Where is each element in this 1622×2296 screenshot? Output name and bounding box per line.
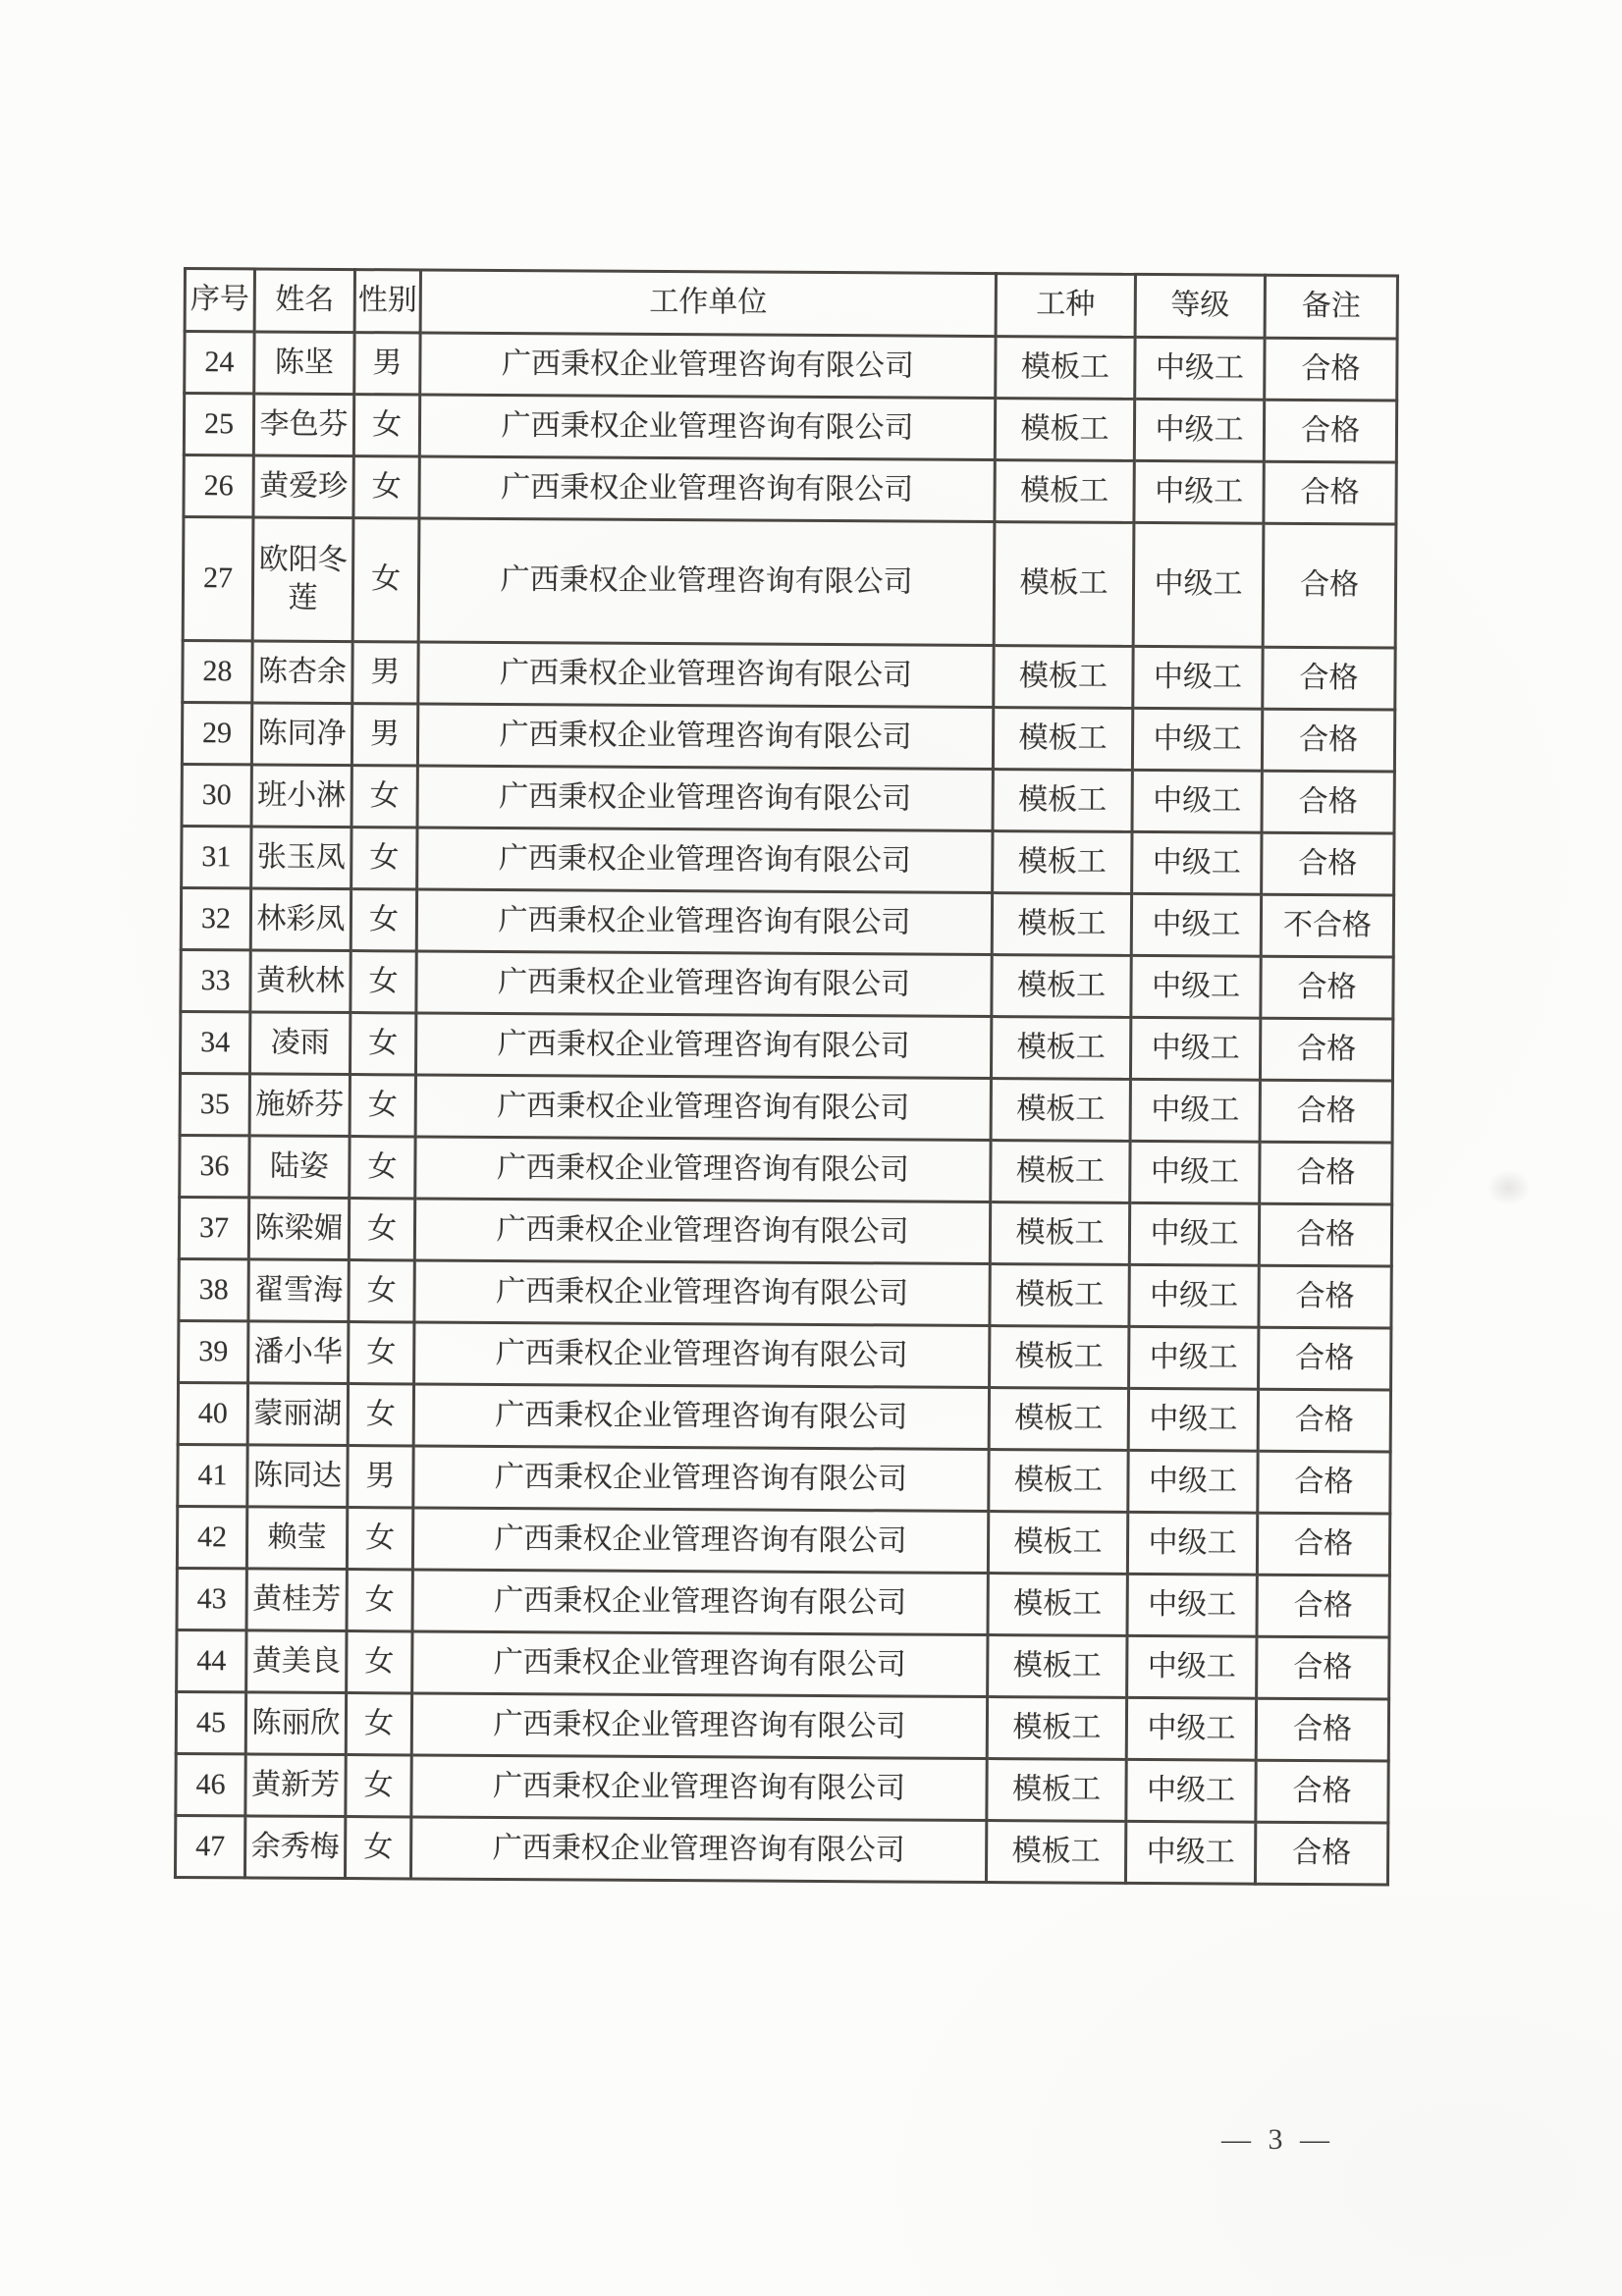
cell-index: 30: [182, 764, 251, 826]
page-number: — 3 —: [1221, 2123, 1334, 2156]
table-row: [177, 1568, 1389, 1637]
cell-level: 中级工: [1133, 646, 1263, 709]
cell-jobtype: 模板工: [988, 1512, 1127, 1575]
cell-level: 中级工: [1130, 1017, 1260, 1080]
cell-gender: 男: [351, 704, 417, 766]
cell-name: 凌雨: [249, 1012, 350, 1075]
cell-level: 中级工: [1127, 1574, 1257, 1636]
cell-company: 广西秉权企业管理咨询有限公司: [415, 1013, 991, 1079]
cell-gender: 女: [351, 951, 416, 1013]
cell-jobtype: 模板工: [986, 1821, 1125, 1884]
cell-gender: 女: [349, 1260, 414, 1322]
cell-name: 陈同净: [251, 703, 351, 766]
scan-artifact: [1487, 1170, 1531, 1205]
cell-remark: 合格: [1260, 1018, 1392, 1081]
table-row: [181, 949, 1393, 1019]
cell-index: 45: [176, 1691, 245, 1753]
cell-company: 广西秉权企业管理咨询有限公司: [419, 456, 995, 522]
cell-jobtype: 模板工: [990, 1202, 1129, 1265]
cell-name: 潘小华: [248, 1321, 349, 1384]
header-row: [185, 269, 1397, 340]
cell-remark: 不合格: [1261, 894, 1393, 957]
cell-level: 中级工: [1134, 399, 1264, 461]
cell-remark: 合格: [1260, 1142, 1392, 1204]
cell-index: 40: [178, 1382, 247, 1444]
cell-company: 广西秉权企业管理咨询有限公司: [411, 1755, 987, 1821]
cell-gender: 女: [351, 889, 416, 951]
cell-index: 24: [185, 332, 254, 394]
cell-name: 陈同达: [247, 1445, 348, 1508]
table-row: [182, 703, 1394, 773]
cell-company: 广西秉权企业管理咨询有限公司: [413, 1384, 989, 1450]
cell-remark: 合格: [1263, 523, 1396, 648]
cell-gender: 女: [347, 1631, 412, 1693]
cell-name: 黄美良: [246, 1630, 347, 1693]
cell-company: 广西秉权企业管理咨询有限公司: [417, 766, 993, 831]
cell-company: 广西秉权企业管理咨询有限公司: [412, 1570, 988, 1635]
cell-name: 黄秋林: [250, 950, 351, 1013]
cell-index: 32: [181, 887, 250, 949]
cell-company: 广西秉权企业管理咨询有限公司: [411, 1693, 987, 1759]
cell-gender: 男: [352, 642, 418, 704]
table-row: [180, 1135, 1392, 1204]
certification-results-table: [174, 267, 1399, 1887]
column-header-company: 工作单位: [420, 270, 996, 337]
cell-company: 广西秉权企业管理咨询有限公司: [417, 704, 993, 770]
cell-remark: 合格: [1259, 1265, 1391, 1328]
cell-company: 广西秉权企业管理咨询有限公司: [417, 828, 993, 893]
cell-name: 欧阳冬莲: [252, 517, 353, 642]
cell-remark: 合格: [1259, 1203, 1391, 1266]
cell-gender: 女: [350, 1075, 415, 1137]
cell-level: 中级工: [1132, 708, 1262, 771]
cell-gender: 女: [345, 1817, 410, 1879]
cell-name: 黄桂芳: [246, 1569, 347, 1631]
cell-gender: 女: [347, 1508, 412, 1570]
cell-remark: 合格: [1259, 1327, 1391, 1390]
cell-gender: 男: [354, 333, 420, 395]
cell-level: 中级工: [1133, 522, 1264, 647]
cell-company: 广西秉权企业管理咨询有限公司: [414, 1322, 990, 1388]
cell-level: 中级工: [1134, 460, 1264, 523]
cell-company: 广西秉权企业管理咨询有限公司: [416, 889, 992, 955]
cell-name: 蒙丽湖: [247, 1383, 348, 1446]
cell-remark: 合格: [1265, 338, 1397, 400]
cell-index: 25: [184, 394, 253, 455]
cell-jobtype: 模板工: [990, 1326, 1129, 1389]
cell-level: 中级工: [1127, 1512, 1257, 1575]
cell-level: 中级工: [1132, 770, 1262, 832]
cell-gender: 男: [348, 1446, 413, 1508]
cell-jobtype: 模板工: [993, 831, 1132, 894]
table-row: [177, 1629, 1389, 1699]
cell-jobtype: 模板工: [987, 1697, 1126, 1760]
cell-company: 广西秉权企业管理咨询有限公司: [410, 1817, 986, 1883]
cell-name: 施娇芬: [249, 1074, 350, 1137]
cell-gender: 女: [348, 1384, 413, 1446]
column-header-name: 姓名: [254, 269, 354, 333]
table-row: [184, 394, 1396, 463]
cell-index: 41: [178, 1444, 247, 1506]
table-row: [181, 887, 1393, 957]
cell-jobtype: 模板工: [995, 460, 1134, 523]
cell-name: 余秀梅: [244, 1816, 345, 1879]
table-row: [177, 1506, 1389, 1575]
cell-company: 广西秉权企业管理咨询有限公司: [414, 1260, 990, 1326]
cell-remark: 合格: [1262, 832, 1394, 895]
cell-remark: 合格: [1258, 1389, 1390, 1452]
cell-jobtype: 模板工: [996, 337, 1135, 400]
cell-level: 中级工: [1127, 1635, 1257, 1698]
cell-gender: 女: [346, 1755, 411, 1817]
cell-jobtype: 模板工: [989, 1388, 1128, 1451]
cell-remark: 合格: [1260, 1080, 1392, 1143]
cell-remark: 合格: [1264, 461, 1396, 524]
cell-remark: 合格: [1257, 1513, 1389, 1575]
column-header-jobtype: 工种: [996, 274, 1135, 338]
cell-level: 中级工: [1128, 1388, 1258, 1451]
cell-name: 翟雪海: [248, 1259, 349, 1322]
cell-name: 张玉凤: [251, 827, 351, 889]
cell-index: 29: [182, 703, 251, 765]
cell-name: 陈丽欣: [245, 1692, 346, 1755]
cell-jobtype: 模板工: [987, 1759, 1126, 1822]
cell-company: 广西秉权企业管理咨询有限公司: [412, 1508, 988, 1574]
table-row: [182, 826, 1394, 895]
cell-jobtype: 模板工: [992, 893, 1131, 956]
table-body: [175, 332, 1397, 1886]
cell-company: 广西秉权企业管理咨询有限公司: [420, 333, 996, 399]
table-row: [183, 641, 1395, 711]
cell-jobtype: 模板工: [991, 1141, 1130, 1203]
cell-company: 广西秉权企业管理咨询有限公司: [415, 1137, 991, 1202]
cell-index: 26: [184, 455, 253, 517]
cell-level: 中级工: [1126, 1697, 1256, 1760]
cell-index: 28: [183, 641, 252, 703]
table-row: [176, 1753, 1388, 1823]
cell-level: 中级工: [1130, 1079, 1260, 1142]
cell-level: 中级工: [1131, 893, 1261, 956]
cell-index: 39: [179, 1320, 248, 1382]
cell-jobtype: 模板工: [994, 522, 1134, 647]
cell-jobtype: 模板工: [991, 1079, 1130, 1142]
cell-name: 黄爱珍: [253, 455, 353, 518]
cell-remark: 合格: [1257, 1636, 1389, 1699]
cell-company: 广西秉权企业管理咨询有限公司: [413, 1446, 989, 1512]
cell-remark: 合格: [1261, 956, 1393, 1019]
cell-company: 广西秉权企业管理咨询有限公司: [419, 395, 995, 460]
cell-company: 广西秉权企业管理咨询有限公司: [418, 518, 995, 646]
cell-jobtype: 模板工: [988, 1635, 1127, 1698]
cell-gender: 女: [350, 1137, 415, 1199]
cell-index: 46: [176, 1753, 245, 1815]
cell-index: 35: [180, 1073, 249, 1135]
cell-jobtype: 模板工: [993, 708, 1132, 771]
cell-level: 中级工: [1131, 955, 1261, 1018]
cell-level: 中级工: [1129, 1264, 1259, 1327]
table-row: [179, 1258, 1391, 1328]
table-row: [179, 1197, 1391, 1266]
cell-jobtype: 模板工: [990, 1264, 1129, 1327]
cell-name: 陆姿: [249, 1136, 350, 1199]
cell-gender: 女: [353, 456, 419, 518]
cell-remark: 合格: [1258, 1451, 1390, 1514]
cell-company: 广西秉权企业管理咨询有限公司: [414, 1199, 990, 1264]
column-header-index: 序号: [185, 269, 254, 332]
column-header-gender: 性别: [354, 270, 420, 333]
cell-jobtype: 模板工: [992, 955, 1131, 1018]
cell-name: 班小淋: [251, 765, 351, 828]
table-row: [182, 764, 1394, 833]
cell-jobtype: 模板工: [988, 1574, 1127, 1636]
table-row: [184, 455, 1396, 525]
cell-gender: 女: [347, 1570, 412, 1631]
cell-name: 李色芬: [253, 394, 353, 456]
cell-index: 37: [179, 1197, 248, 1258]
cell-index: 47: [175, 1815, 244, 1877]
table-row: [185, 332, 1397, 401]
cell-name: 赖莹: [246, 1507, 347, 1570]
cell-level: 中级工: [1126, 1759, 1256, 1822]
cell-company: 广西秉权企业管理咨询有限公司: [415, 1075, 991, 1141]
table-row: [178, 1444, 1390, 1514]
cell-index: 31: [182, 826, 251, 887]
cell-name: 陈梁媚: [248, 1198, 349, 1260]
cell-gender: 女: [353, 395, 419, 456]
cell-remark: 合格: [1263, 647, 1395, 710]
cell-remark: 合格: [1255, 1822, 1387, 1885]
cell-company: 广西秉权企业管理咨询有限公司: [412, 1631, 988, 1697]
cell-gender: 女: [350, 1013, 415, 1075]
table-row: [178, 1382, 1390, 1452]
column-header-level: 等级: [1135, 274, 1265, 338]
cell-name: 陈坚: [254, 332, 354, 395]
cell-level: 中级工: [1130, 1141, 1260, 1203]
table-row: [180, 1073, 1392, 1143]
column-header-remark: 备注: [1265, 275, 1397, 339]
cell-index: 43: [177, 1568, 246, 1629]
cell-name: 黄新芳: [245, 1754, 346, 1817]
cell-remark: 合格: [1262, 771, 1394, 833]
cell-index: 38: [179, 1258, 248, 1320]
cell-remark: 合格: [1257, 1575, 1389, 1637]
table-row: [179, 1320, 1391, 1390]
cell-index: 42: [177, 1506, 246, 1568]
cell-jobtype: 模板工: [991, 1017, 1130, 1080]
cell-name: 陈杏余: [252, 641, 352, 704]
cell-level: 中级工: [1129, 1202, 1259, 1265]
cell-index: 33: [181, 949, 250, 1011]
cell-remark: 合格: [1264, 400, 1396, 462]
cell-level: 中级工: [1125, 1821, 1255, 1884]
cell-index: 36: [180, 1135, 249, 1197]
cell-gender: 女: [346, 1693, 411, 1755]
cell-remark: 合格: [1256, 1698, 1388, 1761]
table-row: [183, 517, 1396, 649]
cell-level: 中级工: [1135, 337, 1265, 400]
table-row: [176, 1691, 1388, 1761]
cell-jobtype: 模板工: [994, 646, 1133, 709]
cell-jobtype: 模板工: [989, 1450, 1128, 1513]
cell-level: 中级工: [1129, 1326, 1259, 1389]
cell-index: 27: [183, 517, 253, 641]
table-row: [175, 1815, 1387, 1885]
cell-company: 广西秉权企业管理咨询有限公司: [416, 951, 992, 1017]
cell-gender: 女: [351, 828, 417, 889]
cell-gender: 女: [352, 518, 419, 642]
cell-jobtype: 模板工: [993, 770, 1132, 832]
cell-gender: 女: [349, 1199, 414, 1260]
cell-level: 中级工: [1132, 831, 1262, 894]
cell-remark: 合格: [1256, 1760, 1388, 1823]
cell-gender: 女: [351, 766, 417, 828]
cell-jobtype: 模板工: [995, 399, 1134, 461]
cell-company: 广西秉权企业管理咨询有限公司: [418, 642, 994, 708]
cell-index: 44: [177, 1629, 246, 1691]
cell-level: 中级工: [1128, 1450, 1258, 1513]
cell-remark: 合格: [1262, 709, 1394, 772]
cell-gender: 女: [349, 1322, 414, 1384]
table-row: [180, 1011, 1392, 1081]
cell-name: 林彩凤: [250, 888, 351, 951]
cell-index: 34: [180, 1011, 249, 1073]
